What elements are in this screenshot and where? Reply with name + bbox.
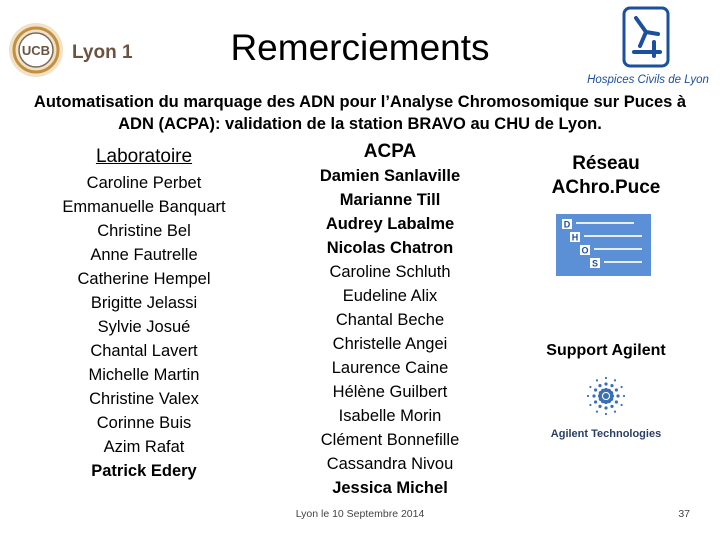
agilent-spark-dot — [598, 405, 601, 408]
agilent-spark-core — [603, 393, 609, 399]
acpa-logo-letter-o: O — [581, 245, 589, 256]
achropuce-logo — [556, 214, 651, 276]
acknowledged-name: Caroline Schluth — [329, 263, 451, 281]
reseau-heading — [506, 152, 706, 200]
subtitle-line-2: ADN (ACPA): validation de la station BRAVO au CHU de Lyon. — [118, 115, 602, 133]
agilent-spark-dot — [620, 404, 622, 406]
agilent-spark-dot — [614, 379, 616, 381]
agilent-spark-dot — [589, 386, 591, 388]
agilent-spark-dot — [615, 400, 618, 403]
agilent-spark-dot — [594, 400, 597, 403]
acknowledged-name: Catherine Hempel — [77, 270, 211, 288]
agilent-spark-dot — [620, 386, 622, 388]
acknowledged-name: Chantal Beche — [335, 311, 445, 329]
agilent-spark-dot — [604, 382, 607, 385]
acknowledged-name: Corinne Buis — [96, 414, 192, 432]
acknowledged-name: Jessica Michel — [332, 479, 448, 497]
acpa-heading: ACPA — [363, 141, 417, 162]
agilent-spark-dot — [596, 410, 598, 412]
agilent-spark-dot — [596, 379, 598, 381]
acpa-logo-letter-d: D — [563, 219, 571, 230]
agilent-spark-dot — [610, 384, 613, 387]
acknowledged-name: Isabelle Morin — [338, 407, 442, 425]
acpa-logo-letter-s: S — [591, 258, 599, 269]
agilent-logo — [544, 374, 674, 440]
acknowledged-name: Marianne Till — [339, 191, 441, 209]
acknowledged-name: Hélène Guilbert — [332, 383, 448, 401]
agilent-spark-dot — [609, 391, 613, 395]
acknowledged-name: Christine Valex — [89, 390, 199, 408]
agilent-spark-dot — [605, 413, 607, 415]
agilent-spark-dot — [615, 388, 618, 391]
acknowledged-name: Sylvie Josué — [97, 318, 191, 336]
acknowledged-name: Nicolas Chatron — [326, 239, 454, 257]
acpa-logo-letter-h: H — [571, 232, 579, 243]
acknowledged-name: Emmanuelle Banquart — [62, 198, 226, 216]
acknowledged-name: Michelle Martin — [88, 366, 200, 384]
lyon1-logo — [6, 20, 136, 80]
slide-title: Remerciements — [230, 27, 490, 68]
reseau-heading-line-1: Réseau — [572, 153, 640, 174]
page-number: 37 — [678, 508, 690, 520]
acknowledged-name: Audrey Labalme — [325, 215, 455, 233]
agilent-spark-dot — [594, 388, 597, 391]
slide-subtitle — [0, 91, 720, 135]
subtitle-line-1: Automatisation du marquage des ADN pour l’Analyse Chromosomique sur Puces à — [33, 93, 687, 111]
agilent-spark-dot — [604, 406, 607, 409]
hcl-text: Hospices Civils de Lyon — [587, 74, 709, 86]
agilent-text: Agilent Technologies — [550, 428, 662, 440]
agilent-spark-dot — [592, 394, 595, 397]
agilent-spark-dot — [623, 395, 625, 397]
acknowledged-name: Patrick Edery — [91, 462, 197, 480]
agilent-spark-dot — [616, 394, 619, 397]
acknowledged-name: Christine Bel — [97, 222, 191, 240]
acpa-list — [270, 164, 510, 500]
agilent-spark-dot — [598, 384, 601, 387]
acknowledged-name: Damien Sanlaville — [319, 167, 461, 185]
laboratoire-list — [20, 171, 268, 483]
agilent-spark-dot — [589, 404, 591, 406]
acknowledged-name: Clément Bonnefille — [320, 431, 460, 449]
agilent-spark-dot — [587, 395, 589, 397]
agilent-spark-dot — [605, 377, 607, 379]
acknowledged-name: Anne Fautrelle — [90, 246, 198, 264]
agilent-spark-dot — [610, 405, 613, 408]
acknowledged-name: Laurence Caine — [331, 359, 449, 377]
slide-footer: Lyon le 10 Septembre 2014 — [295, 508, 425, 520]
acknowledged-name: Eudeline Alix — [342, 287, 438, 305]
agilent-spark-dot — [614, 410, 616, 412]
support-agilent-label: Support Agilent — [546, 342, 666, 359]
acknowledged-name: Cassandra Nivou — [326, 455, 454, 473]
acknowledged-name: Caroline Perbet — [86, 174, 202, 192]
reseau-heading-line-2: AChro.Puce — [551, 177, 661, 198]
acknowledged-name: Azim Rafat — [103, 438, 185, 456]
laboratoire-heading: Laboratoire — [95, 146, 193, 167]
hcl-logo — [580, 4, 716, 90]
acknowledged-name: Chantal Lavert — [90, 342, 198, 360]
lyon1-badge: UCB — [21, 43, 51, 58]
acknowledged-name: Brigitte Jelassi — [90, 294, 198, 312]
lyon1-text: Lyon 1 — [72, 42, 133, 63]
acknowledged-name: Christelle Angei — [332, 335, 448, 353]
